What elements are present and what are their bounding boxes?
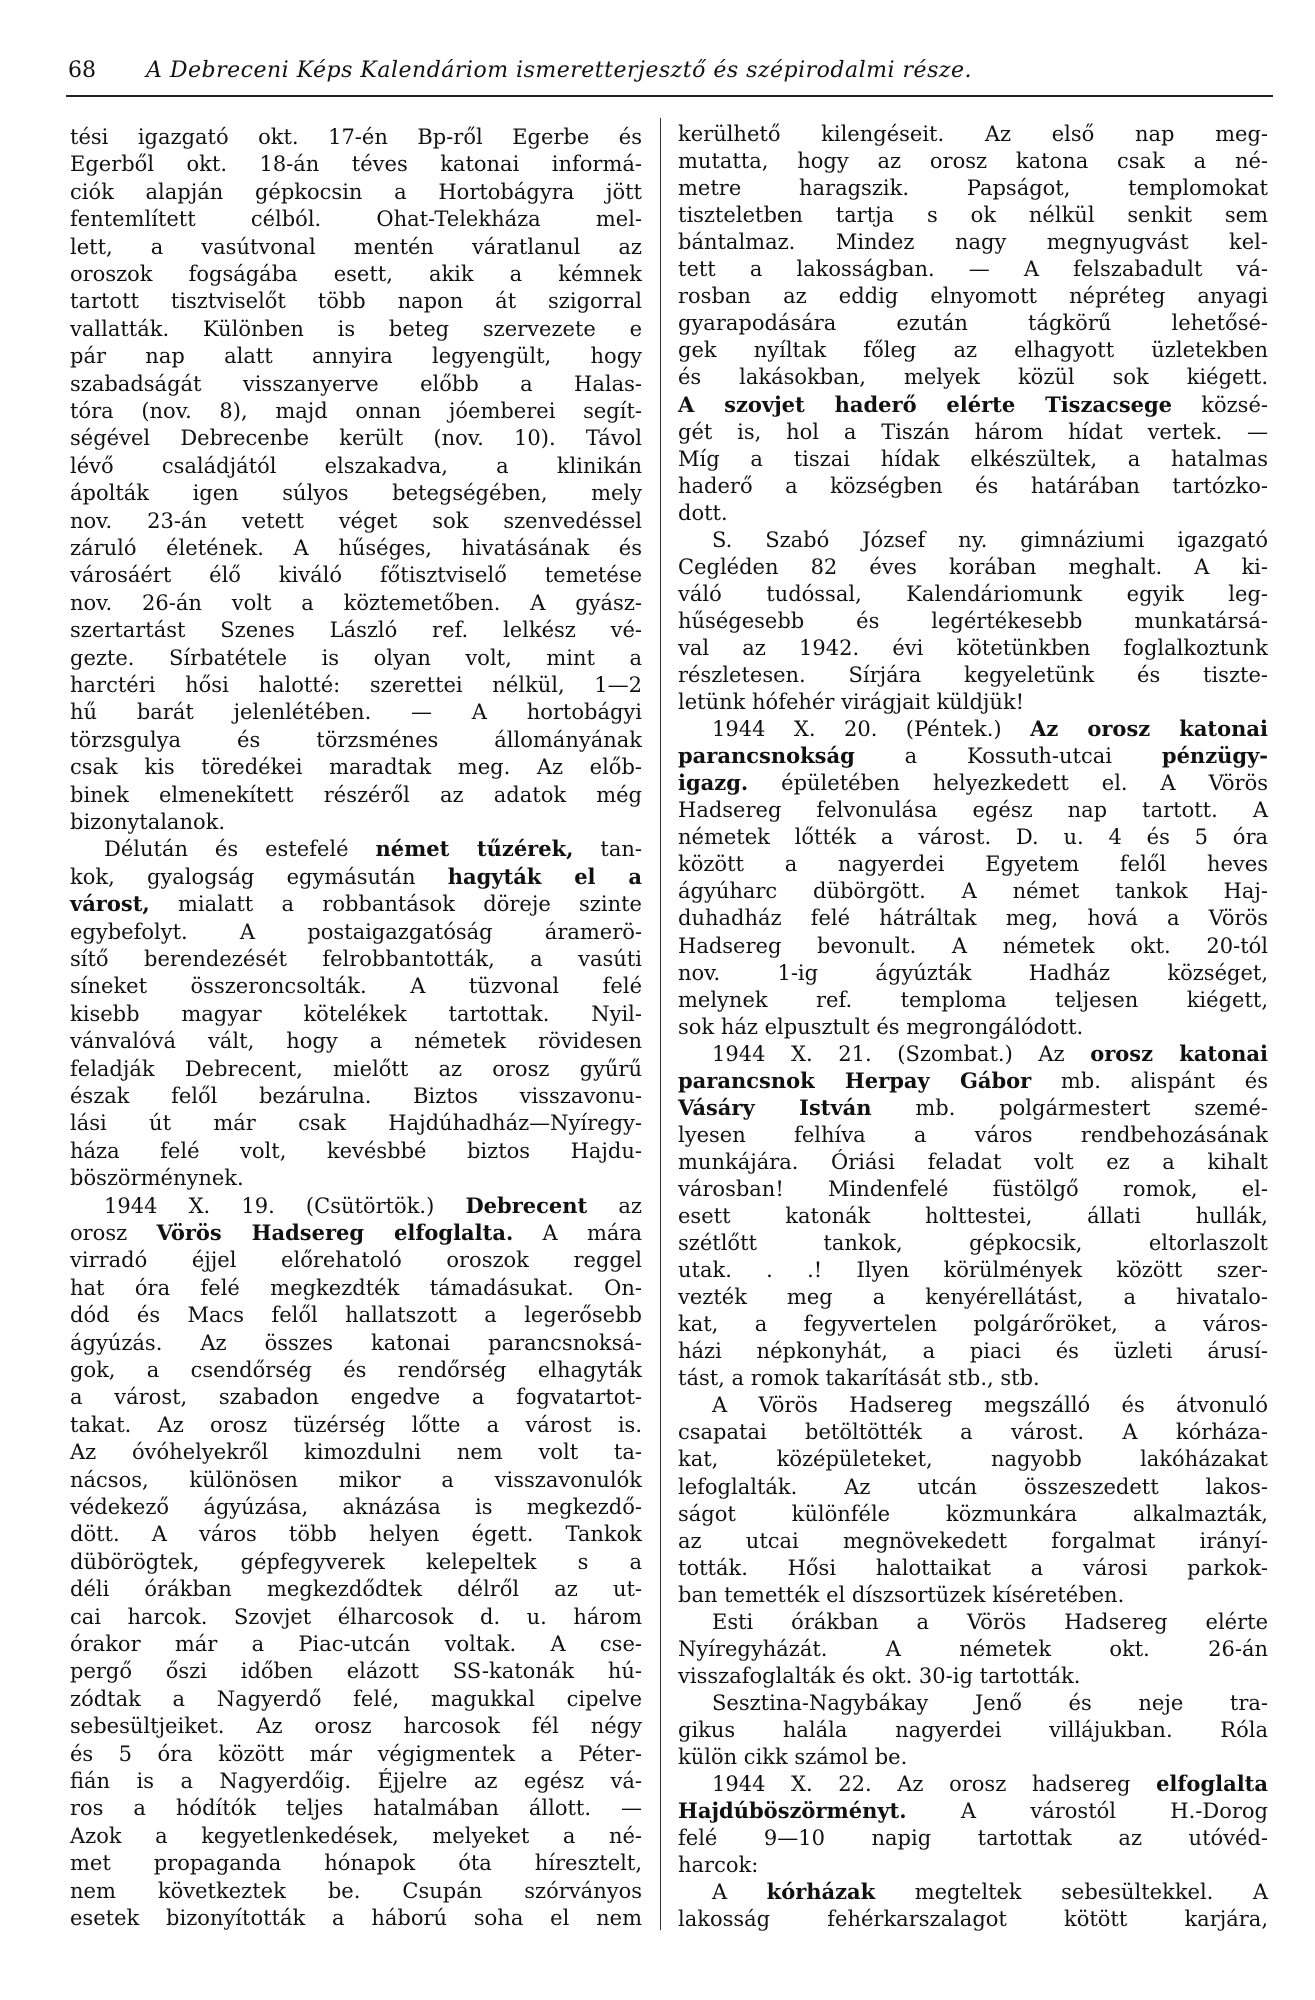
text-line [70,1686,642,1712]
text-line [678,1095,1268,1121]
text-run: pergő őszi időben elázott SS-katonák hú- [70,1659,642,1684]
text-line [678,1446,1268,1472]
text-run: Esti órákban a Vörös Hadsereg elérte [712,1609,1268,1634]
text-run: vallatták. Különben is beteg szervezete e [70,316,642,341]
text-run: Az óvóhelyekről kimozdulni nem volt ta- [70,1440,642,1465]
text-line [678,500,1268,526]
text-run: mb. alispánt és [1031,1068,1268,1093]
text-run: Cegléden 82 éves korában meghalt. A ki- [678,554,1268,579]
text-run: 1944 X. 20. (Péntek.) [712,717,1031,742]
text-line [678,392,1268,418]
text-line [70,1028,642,1054]
text-line [678,1122,1268,1148]
text-line [678,1365,1268,1391]
text-line [70,508,642,534]
text-line [70,316,642,342]
text-line [70,453,642,479]
text-line [70,425,642,451]
text-run: 1944 X. 19. (Csütörtök.) [104,1193,466,1218]
text-run: melynek ref. temploma teljesen kiégett, [678,987,1268,1012]
text-run: lási út már csak Hajdúhadház—Nyíregy- [70,1111,642,1136]
text-run: haderő a községben és határában tartózko- [678,473,1268,498]
text-line [678,1014,1268,1040]
text-run: Délután és estefelé [104,837,376,862]
text-run: bizonytalanok. [70,810,226,834]
text-run: dübörögtek, gépfegyverek kelepeltek s a [70,1549,642,1574]
text-run: orosz [70,1221,157,1245]
text-line [70,1467,642,1493]
text-run: vánvalóvá vált, hogy a németek rövidesen [70,1029,642,1054]
text-line [70,1357,642,1383]
text-run: Míg a tiszai hídak elkészültek, a hatalmas [678,446,1268,471]
text-run: fentemlített célból. Ohat-Telekháza mel- [70,207,642,232]
text-line [70,1549,642,1575]
text-line [70,261,642,287]
text-run: ágyúzás. Az összes katonai parancsnoksá- [70,1330,642,1355]
text-run: vezték meg a kenyérellátást, a hivatalo- [678,1285,1268,1310]
header-rule [66,95,1273,97]
text-run: tották. Hősi halottaikat a városi parkok- [678,1555,1268,1580]
text-run: feladják Debrecent, mielőtt az orosz gyűrű [70,1056,642,1081]
text-line [678,1041,1268,1067]
text-run: lett, a vasútvonal mentén váratlanul az [70,234,642,259]
text-run: külön cikk számol be. [678,1745,908,1769]
text-run: záruló életének. A hűséges, hivatásának és [70,536,642,560]
text-line [70,1823,642,1849]
text-run: esett katonák holttestei, állati hullák, [678,1204,1268,1228]
text-run: védekező ágyúzása, aknázása is megkezdő- [70,1495,642,1519]
text-run: mutatta, hogy az orosz katona csak a né- [678,149,1268,174]
text-run: gét is, hol a Tiszán három hídat vertek. — [678,419,1268,444]
text-line [678,229,1268,255]
text-run: a várost, szabadon engedve a fogvatartot- [70,1385,642,1410]
page-number: 68 [68,58,96,83]
text-run: Hadsereg bevonult. A németek okt. 20-tól [678,933,1268,958]
text-run: zódtak a Nagyerdő felé, magukkal cipelve [70,1686,642,1711]
text-line [678,770,1268,796]
text-line [70,398,642,424]
text-line [678,364,1268,390]
bold-text-run: orosz katonai [1090,1040,1268,1066]
text-run: A mára [513,1221,643,1245]
text-run: S. Szabó József ny. gimnáziumi igazgató [712,527,1268,552]
text-line [70,1521,642,1547]
text-run: kat, a fegyvertelen polgárőröket, a város- [678,1312,1268,1337]
bold-text-run: Hajdúböszörményt. [678,1798,907,1824]
text-line [678,1203,1268,1229]
text-run: gezte. Sírbatétele is olyan volt, mint a [70,645,642,670]
text-line [678,1582,1268,1608]
bold-text-run: igazg. [678,770,749,796]
text-line [70,1275,642,1301]
text-line [70,1330,642,1356]
text-run: kerülhető kilengéseit. Az első nap meg- [678,122,1268,146]
text-line [70,234,642,260]
text-run: takat. Az orosz tüzérség lőtte a várost is. [70,1412,642,1437]
text-line [70,1083,642,1109]
text-line [678,1609,1268,1635]
text-run: az utcai megnövekedett forgalmat irányí- [678,1528,1268,1553]
text-run: váló tudóssal, Kalendáriomunk egyik leg- [678,581,1268,606]
text-line [70,672,642,698]
text-line [678,960,1268,986]
text-line [678,283,1268,309]
text-line [678,337,1268,363]
text-run: lyesen felhíva a város rendbehozásának [678,1122,1268,1147]
text-run: tiszteletben tartja s ok nélkül senkit sem [678,203,1268,228]
text-run: Sesztina-Nagybákay Jenő és neje tra- [712,1690,1268,1715]
text-line [70,1604,642,1630]
text-run: Azok a kegyetlenkedések, melyeket a né- [70,1823,642,1848]
text-run: közsé- [1172,392,1268,417]
text-line [70,836,642,862]
text-line [678,1419,1268,1445]
text-line [70,782,642,808]
text-run: nácsos, különösen mikor a visszavonulók [70,1467,642,1492]
text-line [70,699,642,725]
text-line [70,1412,642,1438]
text-line [70,1220,642,1246]
text-run: böszörménynek. [70,1166,244,1191]
text-line [678,175,1268,201]
text-line [70,1795,642,1821]
text-line [70,590,642,616]
text-line [678,310,1268,336]
text-line [70,1302,642,1328]
text-line [678,608,1268,634]
text-run: lévő családjától elszakadva, a klinikán [70,453,642,478]
text-line [70,151,642,177]
text-run: szétlőtt tankok, gépkocsik, eltorlaszolt [678,1231,1268,1256]
text-run: ros a hódítók teljes hatalmában állott. — [70,1796,642,1821]
column-divider [660,118,661,1930]
text-run: Nyíregyházát. A németek okt. 26-án [678,1636,1268,1661]
text-run: házi népkonyhát, a piaci és üzleti árusí- [678,1339,1268,1364]
text-line [70,1384,642,1410]
text-run: harctéri hősi halotté: szerettei nélkül, 1—2 [70,673,642,697]
text-line [678,716,1268,742]
text-run: metre haragszik. Papságot, templomokat [678,176,1268,201]
text-line [70,617,642,643]
text-run: duhadház felé hátráltak meg, hová a Vörös [678,906,1268,931]
running-title: A Debreceni Képs Kalendáriom ismeretterjesztő és szépirodalmi része. [146,58,972,83]
text-line [678,851,1268,877]
text-line [70,809,642,835]
text-run: oroszok fogságába esett, akik a kémnek [70,262,642,286]
text-line [678,446,1268,472]
text-line [678,1906,1268,1932]
text-run: hű barát jelenlétében. — A hortobágyi [70,700,642,725]
text-run: hat óra felé megkezdték támadásukat. On- [70,1275,642,1300]
text-run: ségével Debrecenbe került (nov. 10). Távol [70,426,642,451]
text-line [70,919,642,945]
text-run: az [587,1193,642,1218]
text-line [678,662,1268,688]
text-line [678,1825,1268,1851]
text-line [678,527,1268,553]
text-run: rosban az eddig elnyomott népréteg anyagi [678,284,1268,309]
text-line [678,202,1268,228]
text-line [70,1878,642,1904]
running-header [68,58,1270,92]
text-line [678,581,1268,607]
text-run: bántalmaz. Mindez nagy megnyugvást kel- [678,230,1268,255]
text-line [70,946,642,972]
text-run: városáért élő kiváló főtisztviselő temetése [70,563,642,588]
text-run: ságot különféle közmunkára alkalmazták, [678,1501,1268,1526]
text-line [70,1905,642,1931]
text-line [678,797,1268,823]
text-line [678,878,1268,904]
text-line [678,1501,1268,1527]
text-run: háza felé volt, kevésbbé biztos Hajdu- [70,1138,642,1163]
text-run: nem következtek be. Csupán szórványos [70,1878,642,1903]
bold-text-run: kórházak [766,1879,876,1905]
text-run: met propaganda hónapok óta híresztelt, [70,1851,642,1876]
text-line [70,1713,642,1739]
text-line [70,727,642,753]
text-run: mb. polgármestert szemé- [871,1095,1268,1120]
text-run: észak felől bezárulna. Biztos visszavonu- [70,1084,642,1108]
text-run: órakor már a Piac-utcán voltak. A cse- [70,1632,642,1656]
text-run: és lakásokban, melyek közül sok kiégett. [678,365,1268,390]
text-line [678,1474,1268,1500]
text-line [678,933,1268,959]
text-line [70,1056,642,1082]
text-line [70,480,642,506]
text-run: épületében helyezkedett el. A Vörös [748,771,1268,796]
text-run: sok ház elpusztult és megrongálódott. [678,1014,1084,1039]
text-line [70,179,642,205]
text-line [678,743,1268,769]
text-line [70,891,642,917]
text-run: ápolták igen súlyos betegségében, mely [70,481,642,506]
text-line [70,1631,642,1657]
text-line [678,1690,1268,1716]
text-line [678,554,1268,580]
text-line [70,864,642,890]
text-run: binek elmenekített részéről az adatok még [70,782,642,807]
text-run: val az 1942. évi kötetünkben foglalkoztunk [678,635,1268,660]
text-run: csak kis töredékei maradtak meg. Az előb- [70,755,642,780]
bold-text-run: Vásáry István [678,1094,872,1120]
text-line [70,1247,642,1273]
text-run: esetek bizonyították a háború soha el nem [70,1906,642,1930]
text-line [70,1658,642,1684]
text-line [678,1149,1268,1175]
text-run: gok, a csendőrség és rendőrség elhagyták [70,1358,642,1382]
text-run: 1944 X. 22. Az orosz hadsereg [712,1772,1157,1797]
text-run: síneket összeroncsolták. A tüzvonal felé [70,974,642,999]
text-run: felé 9—10 napig tartottak az utóvéd- [678,1826,1268,1851]
text-run: A Vörös Hadsereg megszálló és átvonuló [712,1393,1268,1418]
text-run: kat, középületeket, nagyobb lakóházakat [678,1447,1268,1472]
text-line [70,343,642,369]
text-run: lefoglalták. Az utcán összeszedett lakos- [678,1474,1268,1499]
text-line [678,905,1268,931]
text-line [70,371,642,397]
text-line [70,973,642,999]
text-run: nov. 26-án volt a köztemetőben. A gyász- [70,590,642,615]
bold-text-run: hagyták el a [447,863,642,889]
text-run: tan- [573,837,642,862]
text-run: törzsgulya és törzsménes állományának [70,727,642,752]
text-line [70,1138,642,1164]
text-line [70,206,642,232]
bold-text-run: A szovjet haderő elérte Tiszacsege [678,391,1173,417]
text-line [678,473,1268,499]
text-line [70,535,642,561]
text-run: szabadságát visszanyerve előbb a Halas- [70,371,642,396]
text-run: harcok: [678,1853,759,1878]
text-run: visszafoglalták és okt. 30-ig tartották. [678,1663,1081,1688]
text-line [678,1717,1268,1743]
text-line [70,754,642,780]
text-run: között a nagyerdei Egyetem felől heves [678,852,1268,877]
text-line [678,1663,1268,1689]
bold-text-run: elfoglalta [1156,1771,1268,1797]
text-run: dött. A város több helyen égett. Tankok [70,1522,642,1547]
text-run: sebesültjeiket. Az orosz harcosok fél négy [70,1714,642,1739]
bold-text-run: várost, [70,891,150,917]
text-run: a Kossuth-utcai [854,744,1162,769]
text-line [678,1528,1268,1554]
text-run: letünk hófehér virágjait küldjük! [678,690,1025,715]
text-line [678,1771,1268,1797]
text-run: Egerből okt. 18-án téves katonai informá- [70,152,642,177]
text-run: A várostól H.-Dorog [906,1799,1268,1824]
text-run: mialatt a robbantások döreje szinte [149,892,642,917]
text-line [678,1311,1268,1337]
text-line [70,645,642,671]
text-run: tett a lakosságban. — A felszabadult vá- [678,257,1268,282]
text-run: gek nyíltak főleg az elhagyott üzletekben [678,338,1268,363]
text-line [678,148,1268,174]
text-line [678,1636,1268,1662]
text-run: gyarapodására ezután tágkörű lehetősé- [678,311,1268,336]
text-line [678,1879,1268,1905]
text-line [678,256,1268,282]
text-line [678,1852,1268,1878]
text-run: egybefolyt. A postaigazgatóság áramerö- [70,919,642,944]
text-run: ciók alapján gépkocsin a Hortobágyra jött [70,179,642,204]
text-run: részletesen. Sírjára kegyeletünk és tiszte- [678,663,1268,687]
text-run: ágyúharc dübörgött. A német tankok Haj- [678,879,1268,904]
text-run: Hadsereg felvonulása egész nap tartott. A [678,798,1268,823]
bold-text-run: Az orosz katonai [1030,716,1268,742]
text-line [678,1230,1268,1256]
text-line [678,1257,1268,1283]
text-run: tartott tisztviselőt több napon át szigorral [70,289,642,314]
text-line [70,1768,642,1794]
text-line [678,689,1268,715]
text-run: szertartást Szenes László ref. lelkész vé- [70,618,642,643]
text-line [678,419,1268,445]
text-line [70,562,642,588]
text-line [70,124,642,150]
text-run: 1944 X. 21. (Szombat.) Az [712,1041,1091,1066]
text-line [678,1798,1268,1824]
text-line [70,1576,642,1602]
text-line [678,1338,1268,1364]
text-line [70,1439,642,1465]
text-run: csapatai betöltötték a várost. A kórháza- [678,1420,1268,1445]
text-run: városban! Mindenfelé füstölgő romok, el- [678,1176,1268,1201]
text-line [678,1744,1268,1770]
text-line [70,1741,642,1767]
text-line [70,1850,642,1876]
text-run: déli órákban megkezdődtek délről az ut- [70,1577,642,1602]
text-line [70,1001,642,1027]
text-run: kok, gyalogság egymásután [70,864,448,889]
text-run: pár nap alatt annyira legyengült, hogy [70,344,642,369]
text-run: lakosság fehérkarszalagot kötött karjára, [678,1907,1268,1932]
text-run: virradó éjjel előrehatoló oroszok reggel [70,1248,642,1273]
text-run: sítő berendezését felrobbantották, a vasúti [70,947,642,971]
bold-text-run: Vörös Hadsereg elfoglalta. [156,1220,514,1245]
text-run: ban temették el díszsortüzek kíséretében. [678,1582,1125,1607]
text-run: németek lőtték a várost. D. u. 4 és 5 óra [678,825,1268,850]
text-run: megteltek sebesültekkel. A [875,1880,1268,1905]
bold-text-run: pénzügy- [1161,743,1268,769]
text-line [70,1165,642,1191]
text-run: és 5 óra között már végigmentek a Péter- [70,1741,642,1766]
bold-text-run: parancsnokság [678,743,855,769]
bold-text-run: parancsnok Herpay Gábor [678,1067,1032,1093]
text-line [70,1110,642,1136]
text-line [678,635,1268,661]
bold-text-run: Debrecent [465,1192,588,1218]
text-line [678,1068,1268,1094]
text-line [678,1555,1268,1581]
text-run: tást, a romok takarítását stb., stb. [678,1366,1040,1391]
text-run: nov. 23-án vetett véget sok szenvedéssel [70,508,642,533]
text-line [70,1193,642,1219]
text-run: hűségesebb és legértékesebb munkatársá- [678,608,1268,633]
text-line [70,288,642,314]
text-run: nov. 1-ig ágyúzták Hadház községet, [678,960,1268,985]
text-line [678,987,1268,1013]
text-run: tési igazgató okt. 17-én Bp-ről Egerbe és [70,125,642,149]
text-line [678,1284,1268,1310]
text-run: fián is a Nagyerdőig. Éjjelre az egész vá- [70,1769,642,1793]
text-run: dott. [678,500,728,525]
text-line [678,1392,1268,1418]
text-run: gikus halála nagyerdei villájukban. Róla [678,1717,1268,1742]
text-line [678,824,1268,850]
text-line [70,1494,642,1520]
text-run: kisebb magyar kötelékek tartottak. Nyil- [70,1001,642,1026]
text-line [678,121,1268,147]
text-run: dód és Macs felől hallatszott a legerősebb [70,1303,642,1328]
text-line [678,1176,1268,1202]
text-run: A [712,1880,767,1905]
text-run: cai harcok. Szovjet élharcosok d. u. három [70,1604,642,1629]
text-run: utak. . .! Ilyen körülmények között szer- [678,1258,1268,1283]
text-run: munkájára. Óriási feladat volt ez a kihalt [678,1149,1268,1174]
text-run: tóra (nov. 8), majd onnan jóemberei segít- [70,399,642,423]
bold-text-run: német tűzérek, [375,836,574,862]
